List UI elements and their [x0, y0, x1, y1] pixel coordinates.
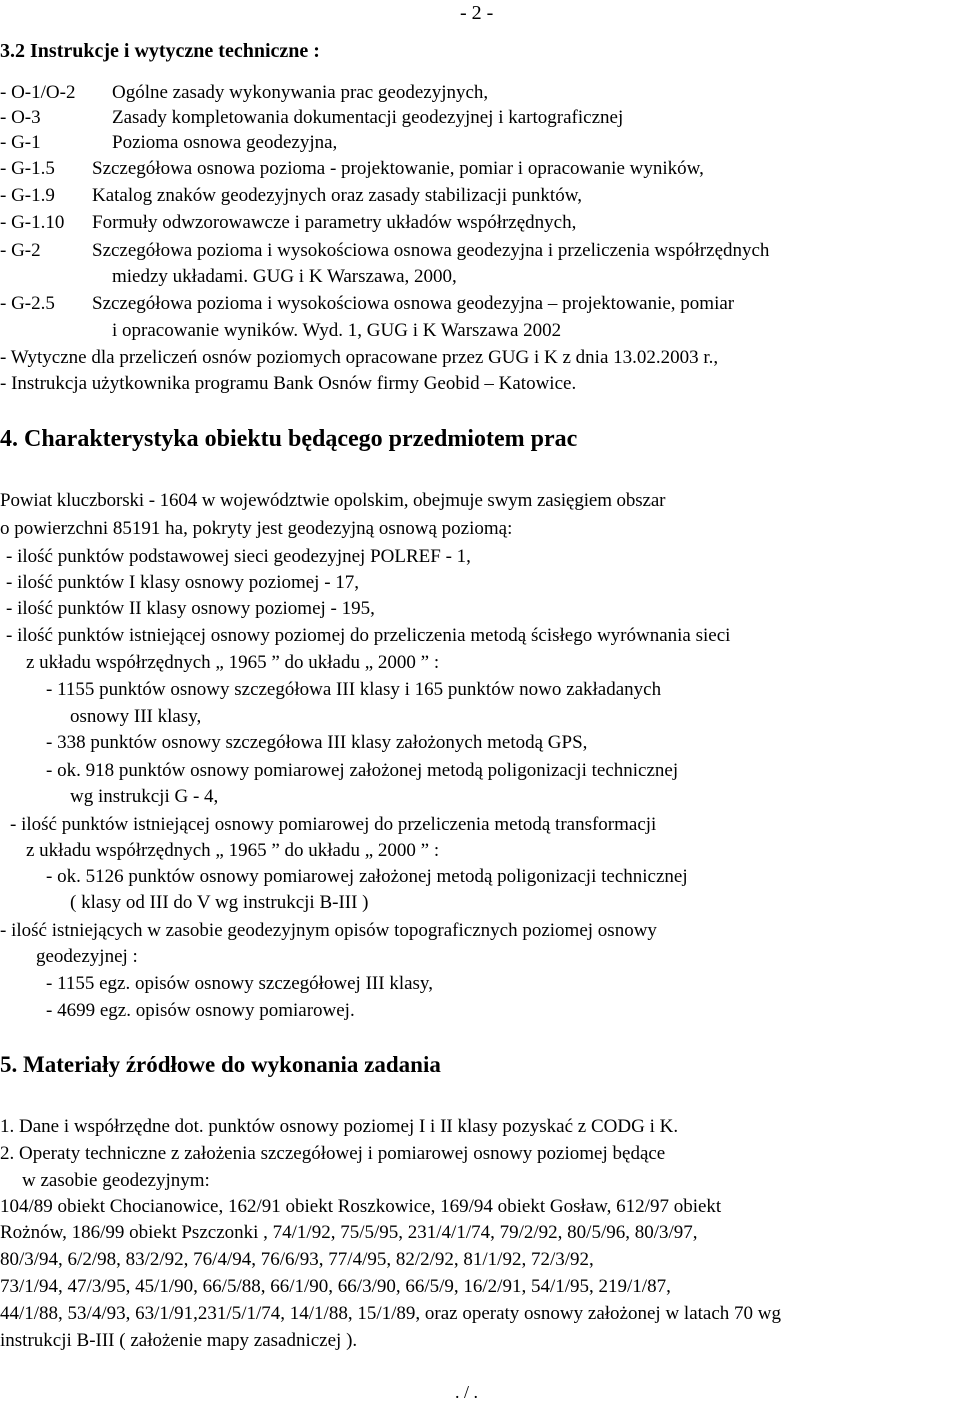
ref-text: Ogólne zasady wykonywania prac geodezyjnych,: [112, 82, 489, 103]
ref-code: - G-1.9: [0, 185, 55, 206]
section-3-title: 3.2 Instrukcje i wytyczne techniczne :: [0, 40, 320, 62]
list-item: - ilość istniejących w zasobie geodezyjnym opisów topograficznych poziomej osnowy: [0, 920, 657, 941]
operaty-line: Rożnów, 186/99 obiekt Pszczonki , 74/1/92, 75/5/95, 231/4/1/74, 79/2/92, 80/5/96, 80/3/97,: [0, 1222, 698, 1243]
ref-text: Zasady kompletowania dokumentacji geodezyjnej i kartograficznej: [112, 107, 624, 128]
list-item: geodezyjnej :: [36, 946, 138, 967]
ref-text: Szczegółowa osnowa pozioma - projektowanie, pomiar i opracowanie wyników,: [92, 158, 704, 179]
list-item: ( klasy od III do V wg instrukcji B-III ): [70, 892, 369, 913]
list-item: wg instrukcji G - 4,: [70, 786, 219, 807]
list-item: - ilość punktów I klasy osnowy poziomej - 17,: [6, 572, 360, 593]
operaty-line: 80/3/94, 6/2/98, 83/2/92, 76/4/94, 76/6/93, 77/4/95, 82/2/92, 81/1/92, 72/3/92,: [0, 1249, 594, 1270]
list-item: z układu współrzędnych „ 1965 ” do układu „ 2000 ” :: [26, 840, 440, 861]
list-item: - ilość punktów podstawowej sieci geodezyjnej POLREF - 1,: [6, 546, 471, 567]
ref-text: Szczegółowa pozioma i wysokościowa osnowa geodezyjna – projektowanie, pomiar: [92, 293, 735, 314]
ref-code: - G-1.5: [0, 158, 55, 179]
page-number: - 2 -: [460, 2, 494, 24]
page-footer: . / .: [455, 1382, 479, 1402]
list-item: - ilość punktów istniejącej osnowy poziomej do przeliczenia metodą ścisłego wyrównania sieci: [6, 625, 731, 646]
wytyczne-line: - Wytyczne dla przeliczeń osnów poziomych opracowane przez GUG i K z dnia 13.02.2003 r.,: [0, 347, 719, 368]
list-item: - ok. 918 punktów osnowy pomiarowej założonej metodą poligonizacji technicznej: [46, 760, 679, 781]
list-item: - ilość punktów II klasy osnowy poziomej - 195,: [6, 598, 375, 619]
list-item: - 1155 egz. opisów osnowy szczegółowej III klasy,: [46, 973, 433, 994]
ref-code: - G-2.5: [0, 293, 55, 314]
ref-text: Pozioma osnowa geodezyjna,: [112, 132, 338, 153]
ref-code: - G-1.10: [0, 212, 65, 233]
section-4-title: 4. Charakterystyka obiektu będącego przedmiotem prac: [0, 426, 578, 452]
list-item: - ok. 5126 punktów osnowy pomiarowej założonej metodą poligonizacji technicznej: [46, 866, 688, 887]
operaty-line: 104/89 obiekt Chocianowice, 162/91 obiekt Roszkowice, 169/94 obiekt Gosław, 612/97 obiekt: [0, 1196, 722, 1217]
source-item: 2. Operaty techniczne z założenia szczegółowej i pomiarowej osnowy poziomej będące: [0, 1143, 666, 1164]
list-item: z układu współrzędnych „ 1965 ” do układu „ 2000 ” :: [26, 652, 440, 673]
operaty-line: 73/1/94, 47/3/95, 45/1/90, 66/5/88, 66/1/90, 66/3/90, 66/5/9, 16/2/91, 54/1/95, 219/1/87,: [0, 1276, 671, 1297]
ref-continuation: miedzy układami. GUG i K Warszawa, 2000,: [112, 266, 457, 287]
source-item: 1. Dane i współrzędne dot. punktów osnowy poziomej I i II klasy pozyskać z CODG i K.: [0, 1116, 679, 1137]
ref-text: Formuły odwzorowawcze i parametry układów współrzędnych,: [92, 212, 577, 233]
list-item: - ilość punktów istniejącej osnowy pomiarowej do przeliczenia metodą transformacji: [10, 814, 657, 835]
ref-code: - G-1: [0, 132, 41, 153]
list-item: - 338 punktów osnowy szczegółowa III klasy założonych metodą GPS,: [46, 732, 588, 753]
instrukcja-line: - Instrukcja użytkownika programu Bank Osnów firmy Geobid – Katowice.: [0, 373, 577, 394]
ref-continuation: i opracowanie wyników. Wyd. 1, GUG i K Warszawa 2002: [112, 320, 562, 341]
operaty-line: instrukcji B-III ( założenie mapy zasadniczej ).: [0, 1330, 358, 1351]
ref-text: Szczegółowa pozioma i wysokościowa osnowa geodezyjna i przeliczenia współrzędnych: [92, 240, 770, 261]
ref-code: - O-1/O-2: [0, 82, 76, 103]
list-item: - 1155 punktów osnowy szczegółowa III klasy i 165 punktów nowo zakładanych: [46, 679, 662, 700]
section-5-title: 5. Materiały źródłowe do wykonania zadania: [0, 1052, 441, 1077]
list-item: - 4699 egz. opisów osnowy pomiarowej.: [46, 1000, 355, 1021]
ref-code: - O-3: [0, 107, 41, 128]
operaty-line: 44/1/88, 53/4/93, 63/1/91,231/5/1/74, 14/1/88, 15/1/89, oraz operaty osnowy założonej w latach 70 wg: [0, 1303, 781, 1324]
intro-line: o powierzchni 85191 ha, pokryty jest geodezyjną osnową poziomą:: [0, 518, 513, 539]
source-item: w zasobie geodezyjnym:: [22, 1170, 210, 1191]
ref-code: - G-2: [0, 240, 41, 261]
intro-line: Powiat kluczborski - 1604 w województwie opolskim, obejmuje swym zasięgiem obszar: [0, 490, 666, 511]
ref-text: Katalog znaków geodezyjnych oraz zasady stabilizacji punktów,: [92, 185, 582, 206]
list-item: osnowy III klasy,: [70, 706, 202, 727]
